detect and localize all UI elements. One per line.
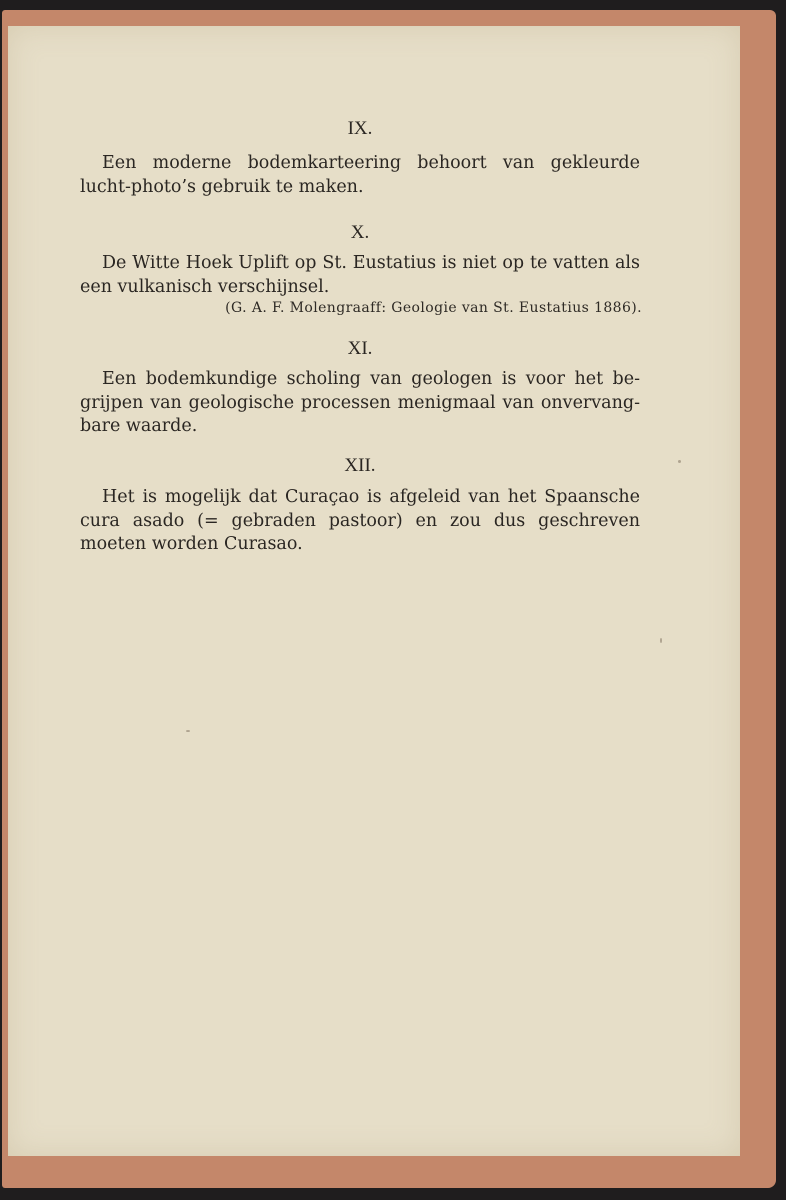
thesis-text: [80, 486, 640, 557]
thesis-numeral: X.: [350, 222, 370, 243]
paper-speck: [678, 460, 681, 463]
thesis-text: [80, 368, 640, 439]
thesis-text: [80, 152, 640, 199]
thesis-text: [80, 252, 640, 299]
thesis-paragraph: Het is mogelijk dat Curaçao is afgeleid van het Spaansche cura asado (= gebraden pastoor) en zou dus geschreven moeten worden Curasao.: [80, 487, 640, 554]
thesis-numeral: XII.: [344, 455, 376, 476]
thesis-citation: (G. A. F. Molengraaff: Geologie van St. Eustatius 1886).: [225, 300, 642, 316]
thesis-paragraph: Een bodemkundige scholing van geologen is voor het be-grijpen van geologische processen menigmaal van onvervang-bare waarde.: [80, 369, 640, 436]
thesis-paragraph: Een moderne bodemkarteering behoort van gekleurde lucht-photo’s gebruik te maken.: [80, 153, 640, 197]
paper-speck: [186, 730, 190, 732]
thesis-numeral: IX.: [347, 118, 373, 139]
paper-speck: [660, 638, 662, 643]
thesis-paragraph: De Witte Hoek Uplift op St. Eustatius is niet op te vatten als een vulkanisch verschijnsel.: [80, 253, 640, 297]
thesis-numeral: XI.: [347, 338, 373, 359]
